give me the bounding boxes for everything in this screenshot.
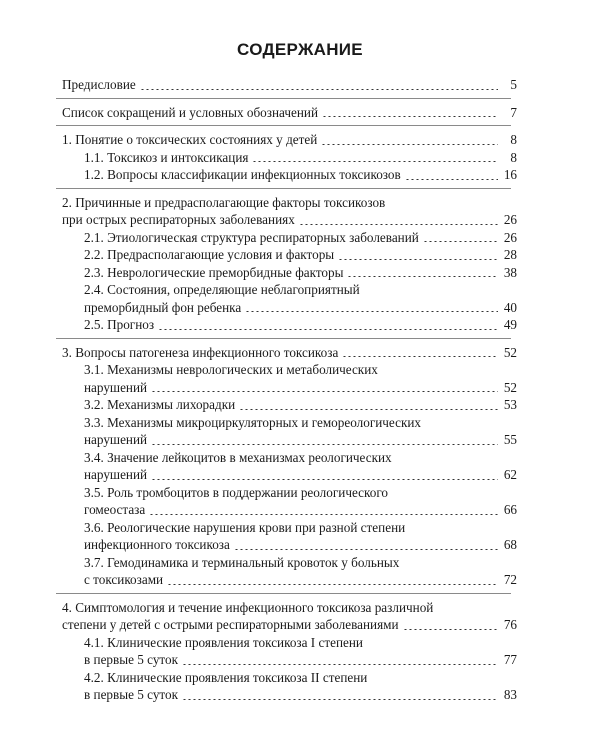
dot-leader <box>403 629 498 630</box>
toc-entry-title: 2.2. Предрасполагающие условия и факторы <box>84 247 335 262</box>
toc-entry-title: 2.1. Этиологическая структура респираторных заболеваний <box>84 229 419 245</box>
toc-page-number: 26 <box>503 229 517 245</box>
dot-leader <box>405 179 498 180</box>
dot-leader <box>149 514 498 515</box>
dot-leader <box>239 409 498 410</box>
toc-subentry <box>62 229 517 247</box>
dot-leader <box>338 259 498 260</box>
page-title: СОДЕРЖАНИЕ <box>237 40 363 59</box>
toc-entry-title: Предисловие <box>62 77 136 92</box>
section-divider <box>56 125 511 126</box>
dot-leader <box>151 444 498 445</box>
toc-chapter-lead: 2. Причинные и предрасполагающие факторы токсикозов <box>62 194 386 210</box>
toc-entry <box>62 104 517 122</box>
toc-subentry <box>62 379 517 397</box>
toc-entry-title: степени у детей с острыми респираторными заболеваниями <box>62 617 399 632</box>
toc-page-number: 8 <box>510 132 517 147</box>
toc-subentry-lead: 3.4. Значение лейкоцитов в механизмах реологических <box>84 449 392 465</box>
toc-entry-title: при острых респираторных заболеваниях <box>62 212 295 227</box>
toc-page-number: 26 <box>503 212 517 227</box>
toc-subentry-lead: 3.6. Реологические нарушения крови при разной степени <box>84 519 406 535</box>
toc-subentry <box>62 149 517 167</box>
dot-leader <box>342 356 498 357</box>
dot-leader <box>158 329 498 330</box>
toc-page-number: 7 <box>510 104 517 120</box>
dot-leader <box>245 311 498 312</box>
toc-entry-title: 1. Понятие о токсических состояниях у детей <box>62 132 318 147</box>
toc-subentry-lead: 3.5. Роль тромбоцитов в поддержании реологического <box>84 484 388 500</box>
section-divider <box>56 338 511 339</box>
section-divider <box>56 98 511 99</box>
toc-page-number: 68 <box>503 537 517 552</box>
toc-page-number: 53 <box>503 397 517 412</box>
toc-subentry <box>62 651 517 669</box>
dot-leader <box>140 89 498 90</box>
toc-page-number: 52 <box>503 344 517 360</box>
toc-page-number: 38 <box>503 264 517 280</box>
section-divider <box>56 593 511 594</box>
dot-leader <box>234 549 498 550</box>
toc-page-number: 40 <box>503 299 517 315</box>
toc-page-number: 52 <box>503 379 517 395</box>
toc-page-number: 16 <box>503 167 517 182</box>
toc-entry-title: преморбидный фон ребенка <box>84 299 242 315</box>
toc-page-number: 66 <box>503 502 517 517</box>
toc-chapter-lead: 4. Симптомология и течение инфекционного токсикоза различной <box>62 599 434 615</box>
toc-page-number: 83 <box>503 687 517 702</box>
section-divider <box>56 188 511 189</box>
toc-subentry <box>62 316 517 334</box>
dot-leader <box>151 391 498 392</box>
toc-entry-title: гомеостаза <box>84 502 146 517</box>
toc-subentry <box>62 571 517 589</box>
toc-subentry <box>62 431 517 449</box>
dot-leader <box>347 276 498 277</box>
toc-subentry <box>62 246 517 264</box>
toc-entry-title: 1.1. Токсикоз и интоксикация <box>84 149 249 165</box>
toc-entry-title: 2.5. Прогноз <box>84 317 155 332</box>
toc-entry-title: в первые 5 суток <box>84 652 179 667</box>
toc-subentry-lead: 4.2. Клинические проявления токсикоза II степени <box>84 669 368 685</box>
toc-page-number: 8 <box>510 149 517 165</box>
toc-entry-title: нарушений <box>84 432 148 447</box>
dot-leader <box>182 664 498 665</box>
dot-leader <box>182 699 498 700</box>
toc-subentry-lead: 3.1. Механизмы неврологических и метаболических <box>84 362 378 377</box>
toc-entry-title: инфекционного токсикоза <box>84 537 230 552</box>
toc-entry-title: в первые 5 суток <box>84 687 179 702</box>
dot-leader <box>322 116 498 117</box>
toc-page-number: 49 <box>503 317 517 332</box>
toc-page-number: 76 <box>503 617 517 632</box>
toc-subentry-lead: 3.3. Механизмы микроциркуляторных и гемореологических <box>84 414 422 430</box>
toc-entry-title: Список сокращений и условных обозначений <box>62 104 318 120</box>
toc-page-number: 62 <box>503 467 517 482</box>
toc-chapter <box>62 616 517 634</box>
toc-page-number: 55 <box>503 432 517 447</box>
dot-leader <box>252 161 498 162</box>
toc-subentry <box>62 264 517 282</box>
dot-leader <box>321 144 498 145</box>
dot-leader <box>151 479 498 480</box>
toc-entry-title: 1.2. Вопросы классификации инфекционных токсикозов <box>84 167 401 182</box>
toc-entry-title: 3.2. Механизмы лихорадки <box>84 397 236 412</box>
toc-entry-title: 2.3. Неврологические преморбидные факторы <box>84 264 344 280</box>
toc-page-number: 5 <box>510 77 517 92</box>
toc-subentry <box>62 299 517 317</box>
toc-entry-title: с токсикозами <box>84 572 164 587</box>
toc-subentry <box>62 686 517 704</box>
toc-entry-title: нарушений <box>84 467 148 482</box>
toc-chapter <box>62 211 517 229</box>
toc-page-number: 77 <box>503 652 517 667</box>
toc-subentry-lead: 4.1. Клинические проявления токсикоза I степени <box>84 634 363 650</box>
toc-entry <box>62 76 517 94</box>
toc-page-number: 28 <box>503 247 517 262</box>
dot-leader <box>299 224 498 225</box>
toc-subentry-lead: 2.4. Состояния, определяющие неблагоприятный <box>84 282 360 297</box>
toc-entry-title: нарушений <box>84 379 148 395</box>
toc-page-number: 72 <box>503 572 517 587</box>
dot-leader <box>423 241 498 242</box>
dot-leader <box>167 584 498 585</box>
toc-entry-title: 3. Вопросы патогенеза инфекционного токсикоза <box>62 344 339 360</box>
toc-subentry <box>62 501 517 519</box>
toc-subentry <box>62 396 517 414</box>
table-of-contents <box>62 76 517 704</box>
toc-chapter <box>62 131 517 149</box>
toc-subentry-lead: 3.7. Гемодинамика и терминальный кровоток у больных <box>84 554 400 570</box>
toc-chapter <box>62 344 517 362</box>
toc-subentry <box>62 466 517 484</box>
toc-subentry <box>62 536 517 554</box>
toc-subentry <box>62 166 517 184</box>
